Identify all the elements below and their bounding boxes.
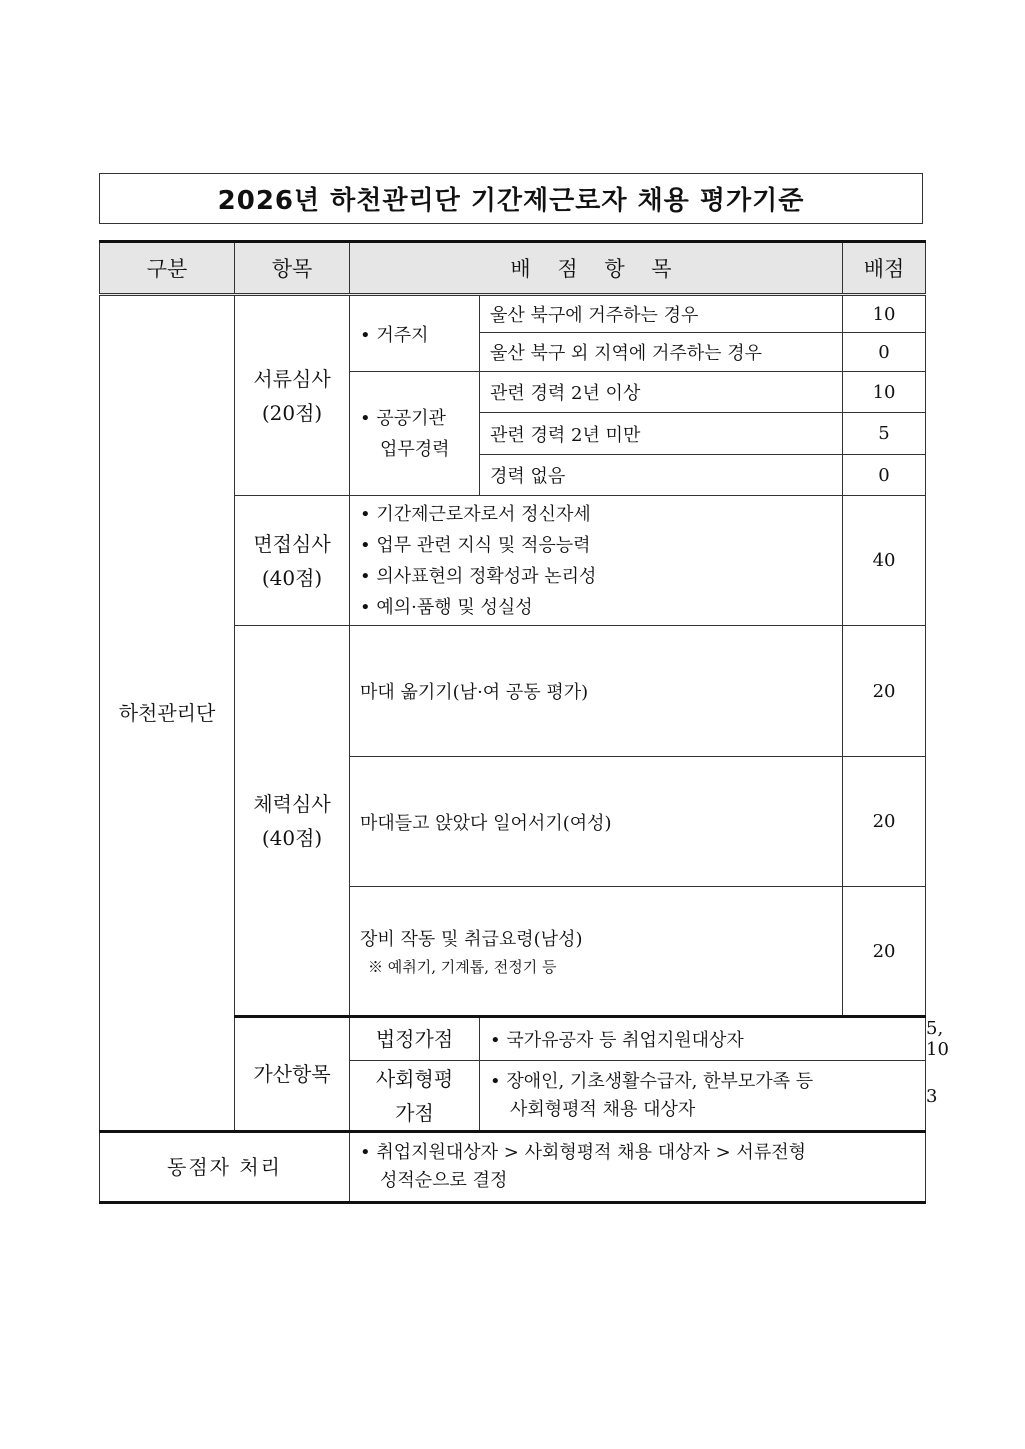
table-row: 사회형평 가점 • 장애인, 기초생활수급자, 한부모가족 등 사회형평적 채용 대상자 3: [100, 1061, 926, 1132]
interview-item-2: • 업무 관련 지식 및 적응능력: [360, 534, 591, 556]
social-bonus-text-line1: • 장애인, 기초생활수급자, 한부모가족 등: [490, 1070, 814, 1092]
interview-label: 면접심사: [253, 531, 331, 556]
social-bonus-label-line1: 사회형평: [375, 1066, 454, 1091]
physical-item-2-text: 마대들고 앉았다 일어서기(여성): [350, 757, 843, 887]
career-row-2-text: 관련 경력 2년 미만: [480, 413, 843, 455]
interview-item-3: • 의사표현의 정확성과 논리성: [360, 565, 597, 587]
social-bonus-label-cell: [350, 1061, 480, 1132]
evaluation-criteria-table: [99, 240, 949, 1204]
social-bonus-label-line2: 가점: [395, 1100, 434, 1125]
physical-label: 체력심사: [253, 791, 331, 816]
legal-bonus-label: 법정가점: [350, 1017, 480, 1061]
interview-items-cell: [350, 496, 843, 626]
table-row: [100, 1132, 926, 1203]
career-row-3-score: 0: [843, 455, 926, 496]
career-row-1-score: 10: [843, 372, 926, 413]
interview-score: 40: [843, 496, 926, 626]
interview-item-4: • 예의·품행 및 성실성: [360, 596, 533, 618]
physical-item-3-note: ※ 예취기, 기계톱, 전정기 등: [368, 957, 557, 976]
social-bonus-text-line2: 사회형평적 채용 대상자: [510, 1098, 696, 1120]
header-scoring-items: 배 점 항 목: [350, 242, 843, 295]
residence-row-1-score: 10: [843, 295, 926, 333]
career-row-2-score: 5: [843, 413, 926, 455]
table-header-row: [100, 242, 926, 295]
header-item: 항목: [235, 242, 350, 295]
header-score: 배점: [843, 242, 926, 295]
physical-cell: [235, 626, 350, 1017]
interview-item-1: • 기간제근로자로서 정신자세: [360, 503, 591, 525]
tiebreak-text-line1: • 취업지원대상자 > 사회형평적 채용 대상자 > 서류전형: [360, 1142, 806, 1163]
bonus-category-cell: 가산항목: [235, 1017, 350, 1132]
career-label-line1: • 공공기관: [360, 407, 446, 429]
career-label-cell: [350, 372, 480, 496]
document-review-label: 서류심사: [253, 366, 331, 391]
table-row: [100, 295, 926, 333]
interview-points: (40점): [261, 565, 323, 590]
main-category-cell: 하천관리단: [100, 295, 235, 1132]
physical-item-3-text: 장비 작동 및 취급요령(남성): [360, 928, 583, 950]
career-row-1-text: 관련 경력 2년 이상: [480, 372, 843, 413]
physical-item-3-score: 20: [843, 887, 926, 1017]
legal-bonus-text: • 국가유공자 등 취업지원대상자: [480, 1017, 926, 1061]
career-label-line2: 업무경력: [380, 438, 450, 460]
page-title: 2026년 하천관리단 기간제근로자 채용 평가기준: [99, 173, 923, 224]
physical-item-3-cell: [350, 887, 843, 1017]
interview-cell: [235, 496, 350, 626]
tiebreak-label: 동점자 처리: [100, 1132, 350, 1203]
tiebreak-text-line2: 성적순으로 결정: [380, 1170, 508, 1191]
career-row-3-text: 경력 없음: [480, 455, 843, 496]
residence-label: • 거주지: [350, 295, 480, 372]
residence-row-1-text: 울산 북구에 거주하는 경우: [480, 295, 843, 333]
physical-item-2-score: 20: [843, 757, 926, 887]
social-bonus-text-cell: [480, 1061, 926, 1132]
physical-item-1-score: 20: [843, 626, 926, 757]
document-review-points: (20점): [261, 400, 323, 425]
tiebreak-text-cell: [350, 1132, 926, 1203]
table-row: 가산항목 법정가점 • 국가유공자 등 취업지원대상자 5, 10: [100, 1017, 926, 1061]
header-category: 구분: [100, 242, 235, 295]
physical-item-1-text: 마대 옮기기(남·여 공동 평가): [350, 626, 843, 757]
document-review-cell: [235, 295, 350, 496]
residence-row-2-score: 0: [843, 333, 926, 372]
physical-points: (40점): [261, 825, 323, 850]
residence-row-2-text: 울산 북구 외 지역에 거주하는 경우: [480, 333, 843, 372]
